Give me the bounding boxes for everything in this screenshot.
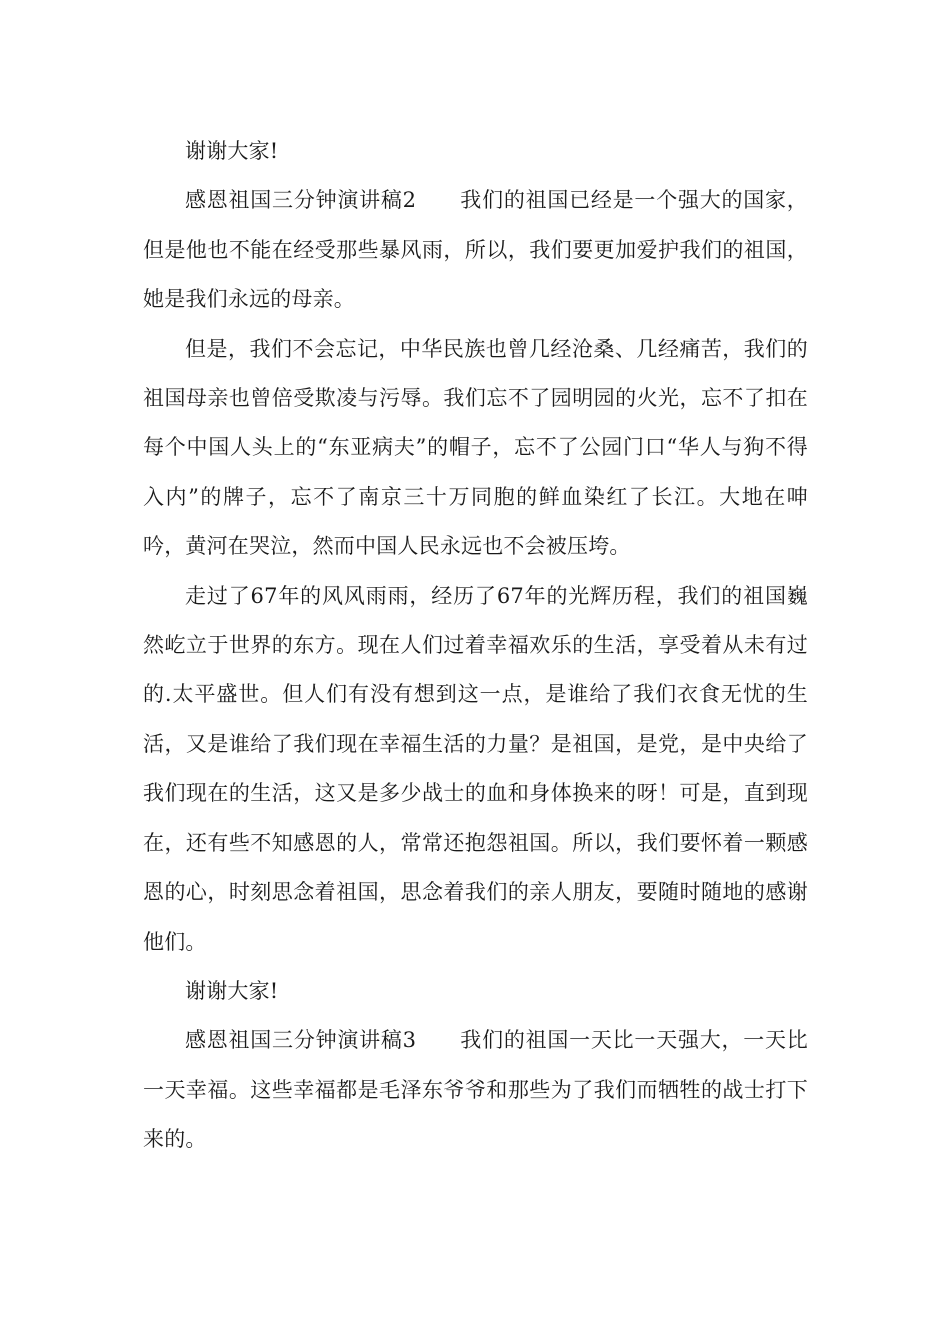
paragraph-thanks-2: 谢谢大家! — [185, 978, 279, 1003]
paragraph-speech-3-intro: 感恩祖国三分钟演讲稿3 我们的祖国一天比一天强大，一天比一天幸福。这些幸福都是毛泽东爷爷和那些为了我们而牺牲的战士打下来的。 — [143, 1028, 808, 1152]
paragraph-thanks-1: 谢谢大家! — [185, 139, 279, 163]
paragraph-speech-2-intro: 感恩祖国三分钟演讲稿2 我们的祖国已经是一个强大的国家，但是他也不能在经受那些暴风雨，所以，我们要更加爱护我们的祖国，她是我们永远的母亲。 — [143, 188, 808, 312]
paragraph-gratitude: 走过了67年的风风雨雨，经历了67年的光辉历程，我们的祖国巍然屹立于世界的东方。现在人们过着幸福欢乐的生活，享受着从未有过的.太平盛世。但人们有没有想到这一点，是谁给了我们衣食无忧的生活，又是谁给了我们现在幸福生活的力量？是祖国，是党，是中央给了我们现在的生活，这又是多少战士的血和身体换来的呀！可是，直到现在，还有些不知感恩的人，常常还抱怨祖国。所以，我们要怀着一颗感恩的心，时刻思念着祖国，思念着我们的亲人朋友，要随时随地的感谢他们。 — [143, 583, 808, 954]
paragraph-history: 但是，我们不会忘记，中华民族也曾几经沧桑、几经痛苦，我们的祖国母亲也曾倍受欺凌与污辱。我们忘不了园明园的火光，忘不了扣在每个中国人头上的“东亚病夫”的帽子，忘不了公园门口“华人与狗不得入内”的牌子，忘不了南京三十万同胞的鲜血染红了长江。大地在呻吟，黄河在哭泣，然而中国人民永远也不会被压垮。 — [143, 336, 808, 559]
document-body — [143, 127, 808, 1165]
